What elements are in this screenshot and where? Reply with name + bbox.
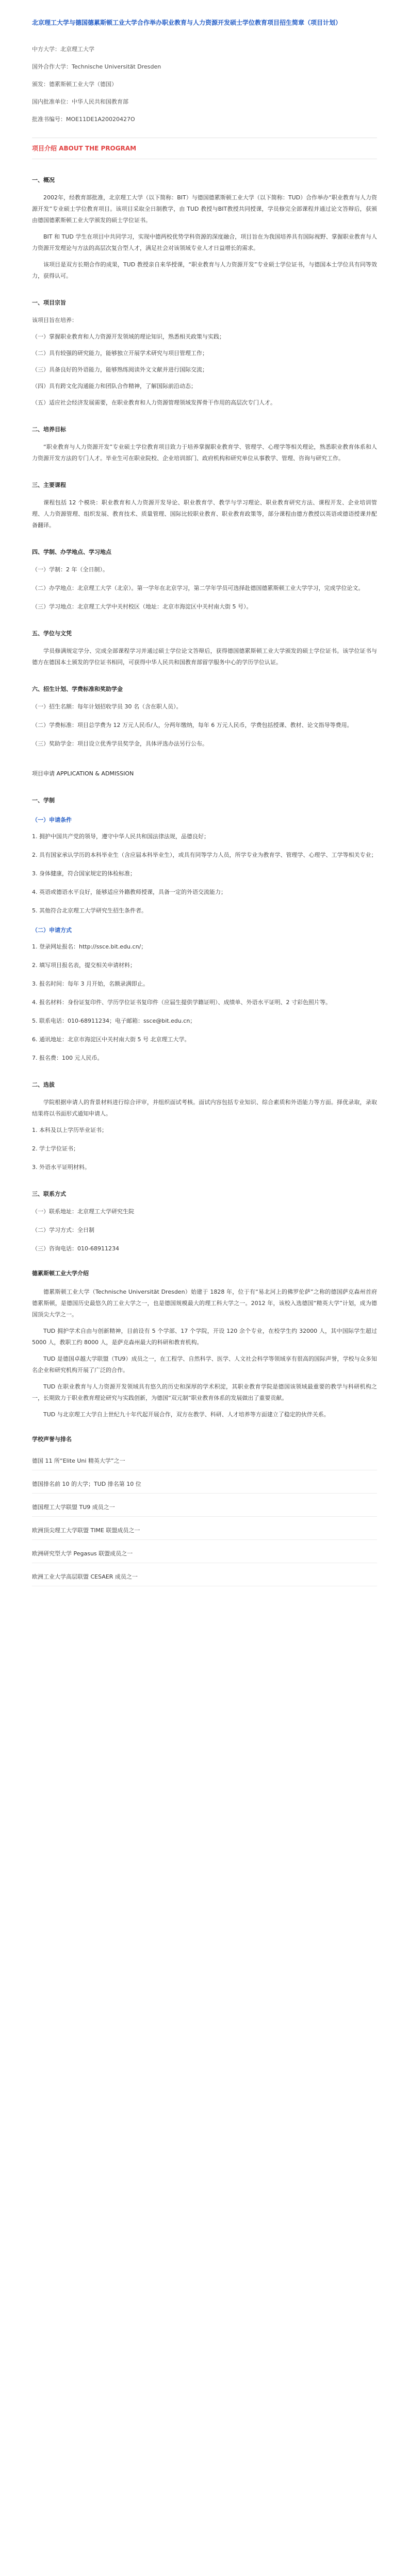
meta-region: 国内批准单位：中华人民共和国教育部 bbox=[32, 98, 128, 105]
intro-s1-p3: 该项目是双方长期合作的成果，TUD 教授亲自来华授课，“职业教育与人力资源开发”专业硕士学位证书，与德国本土学位具有同等效力，获得认可。 bbox=[32, 261, 377, 279]
ranking-heading: 学校声誉与排名 bbox=[32, 1435, 72, 1443]
admission-s1-item: 5. 其他符合北京理工大学研究生招生条件者。 bbox=[32, 907, 147, 914]
intro-s7-item: （一）招生名额：每年计划招收学员 30 名（含在职人员）。 bbox=[32, 703, 182, 710]
ranking-item: 欧洲工业大学高层联盟 CESAER 成员之一 bbox=[32, 1568, 377, 1586]
intro-s7-item: （二）学费标准：项目总学费为 12 万元人民币/人，分两年缴纳，每年 6 万元人民币，学费包括授课、教材、论文指导等费用。 bbox=[32, 721, 353, 728]
admission-method-item: 4. 报名材料：身份证复印件、学历学位证书复印件（应届生提供学籍证明）、成绩单、外语水平证明、2 寸彩色照片等。 bbox=[32, 998, 331, 1006]
intro-s4-p: 课程包括 12 个模块：职业教育和人力资源开发导论、职业教育学、教学与学习理论、职业教育研究方法、课程开发、企业培训管理、人力资源管理、组织发展、教育技术、质量管理、国际比较职业教育、职业教育政策等，部分课程由德方教授以英语或德语授课并配备翻译。 bbox=[32, 499, 377, 529]
intro-s1-title: 一、概况 bbox=[32, 176, 55, 183]
admission-method-item: 3. 报名时间：每年 3 月开始，名额录满即止。 bbox=[32, 980, 149, 987]
intro-s6-title: 五、学位与文凭 bbox=[32, 630, 72, 637]
university-section bbox=[32, 1268, 377, 1586]
university-p1: 德累斯顿工业大学（Technische Universität Dresden）始建于 1828 年，位于有“易北河上的佛罗伦萨”之称的德国萨克森州首府德累斯顿，是德国历史最悠久的工业大学之一，也是德国规模最大的理工科大学之一。2012 年，该校入选德国“精英大学”计划，成为德国顶尖大学之一。 bbox=[32, 1288, 377, 1318]
meta-partner-cn: 中方大学：北京理工大学 bbox=[32, 45, 94, 53]
admission-method-item: 1. 登录网址报名：http://ssce.bit.edu.cn/； bbox=[32, 943, 147, 950]
intro-s5-title: 四、学制、办学地点、学习地点 bbox=[32, 548, 111, 555]
section-about-label: 项目介绍 ABOUT THE PROGRAM bbox=[32, 138, 377, 159]
intro-s5-item: （三）学习地点：北京理工大学中关村校区（地址：北京市海淀区中关村南大街 5 号）。 bbox=[32, 603, 252, 610]
ranking-item: 德国排名前 10 的大学；TUD 排名第 10 位 bbox=[32, 1476, 377, 1494]
university-p3: TUD 是德国卓越大学联盟（TU9）成员之一，在工程学、自然科学、医学、人文社会科学等领域享有很高的国际声誉，学校与众多知名企业和研究机构开展了广泛的合作。 bbox=[32, 1355, 377, 1374]
admission-s2-item: 1. 本科及以上学历毕业证书； bbox=[32, 1126, 107, 1133]
ranking-item: 欧洲研究型大学 Pegasus 联盟成员之一 bbox=[32, 1545, 377, 1563]
ranking-item: 德国 11 所“Elite Uni 精英大学”之一 bbox=[32, 1452, 377, 1470]
intro-s3-p: “职业教育与人力资源开发”专业硕士学位教育项目致力于培养掌握职业教育学、管理学、心理学等相关理论，熟悉职业教育体系和人力资源开发方法的专门人才。毕业生可在职业院校、企业培训部门、政府机构和研究单位从事教学、管理、咨询与研究工作。 bbox=[32, 443, 377, 462]
admission-s1-item: 3. 身体健康，符合国家规定的体检标准； bbox=[32, 870, 136, 877]
admission-s3-item: （二）学习方式：全日制 bbox=[32, 1226, 94, 1233]
admission-s3-title: 三、联系方式 bbox=[32, 1190, 66, 1197]
intro-s7-title: 六、招生计划、学费标准和奖助学金 bbox=[32, 685, 123, 692]
intro-s5-item: （一）学制：2 年（全日制）。 bbox=[32, 566, 108, 573]
admission-s1-item: 4. 英语或德语水平良好，能够适应外籍教师授课，具备一定的外语交流能力； bbox=[32, 888, 226, 895]
university-p2: TUD 拥护学术自由与创新精神，目前设有 5 个学部、17 个学院，开设 120 余个专业，在校学生约 32000 人，其中国际学生超过 5000 人，教职工约 8000 人，是萨克森州最大的科研和教育机构。 bbox=[32, 1327, 377, 1346]
intro-s2-item: （二）具有较强的研究能力，能够独立开展学术研究与项目管理工作； bbox=[32, 349, 208, 357]
admission-s2-item: 2. 学士学位证书； bbox=[32, 1145, 79, 1152]
ranking-list bbox=[32, 1452, 377, 1586]
intro-s3-title: 二、培养目标 bbox=[32, 426, 66, 433]
admission-s2-item: 3. 外语水平证明材料。 bbox=[32, 1163, 90, 1171]
intro-s2-item: （四）具有跨文化沟通能力和团队合作精神，了解国际前沿动态； bbox=[32, 382, 197, 389]
admission-s3-item: （一）联系地址：北京理工大学研究生院 bbox=[32, 1208, 134, 1215]
intro-s7-item: （三）奖助学金：项目设立优秀学员奖学金，具体评选办法另行公布。 bbox=[32, 740, 208, 747]
meta-block bbox=[32, 44, 377, 125]
intro-s2-item: （一）掌握职业教育和人力资源开发领域的理论知识，熟悉相关政策与实践； bbox=[32, 333, 225, 340]
admission-s2-title: 二、选拔 bbox=[32, 1081, 55, 1088]
meta-partner-de: 国外合作大学：Technische Universität Dresden bbox=[32, 63, 161, 70]
ranking-item: 德国理工大学联盟 TU9 成员之一 bbox=[32, 1499, 377, 1517]
intro-section bbox=[32, 175, 377, 750]
admission-method-item: 6. 通讯地址：北京市海淀区中关村南大街 5 号 北京理工大学。 bbox=[32, 1036, 190, 1043]
intro-s2-item: （三）具备良好的外语能力，能够熟练阅读外文文献并进行国际交流； bbox=[32, 366, 208, 373]
section-admission-label: 项目申请 APPLICATION & ADMISSION bbox=[32, 770, 134, 777]
meta-degree-by: 颁发：德累斯顿工业大学（德国） bbox=[32, 80, 117, 88]
admission-s2-p: 学院根据申请人的背景材料进行综合评审，并组织面试考核。面试内容包括专业知识、综合素质和外语能力等方面。择优录取，录取结果将以书面形式通知申请人。 bbox=[32, 1098, 377, 1117]
intro-s2-item: （五）适应社会经济发展需要，在职业教育和人力资源管理领域发挥骨干作用的高层次专门人才。 bbox=[32, 399, 276, 406]
intro-s4-title: 三、主要课程 bbox=[32, 481, 66, 488]
meta-approval-no: 批准书编号：MOE11DE1A20020427O bbox=[32, 115, 135, 123]
admission-s1-sub2: （二）申请方式 bbox=[32, 926, 72, 934]
admission-s1-title: 一、学制 bbox=[32, 796, 55, 804]
admission-s1-item: 2. 具有国家承认学历的本科毕业生（含应届本科毕业生），或具有同等学力人员，所学专业为教育学、管理学、心理学、工学等相关专业； bbox=[32, 851, 377, 858]
intro-s2-intro: 该项目旨在培养： bbox=[32, 316, 77, 324]
intro-s1-p2: BIT 和 TUD 学生在项目中共同学习，实现中德两校优势学科资源的深度融合，项目旨在为我国培养具有国际视野、掌握职业教育与人力资源开发理论与方法的高层次复合型人才，满足社会对该领域专业人才日益增长的需求。 bbox=[32, 233, 377, 251]
intro-s2-title: 一、项目宗旨 bbox=[32, 299, 66, 306]
admission-s1-item: 1. 拥护中国共产党的领导，遵守中华人民共和国法律法规，品德良好； bbox=[32, 833, 209, 840]
university-p4: TUD 在职业教育与人力资源开发领域具有悠久的历史和深厚的学术积淀，其职业教育学院是德国该领域最重要的教学与科研机构之一，长期致力于职业教育理论研究与实践创新，为德国“双元制”职业教育体系的发展做出了重要贡献。 bbox=[32, 1383, 377, 1401]
admission-method-item: 2. 填写项目报名表，提交相关申请材料； bbox=[32, 961, 136, 969]
document-title: 北京理工大学与德国德累斯顿工业大学合作举办职业教育与人力资源开发硕士学位教育项目招生简章（项目计划） bbox=[32, 19, 342, 26]
intro-s1-p1: 2002年，经教育部批准，北京理工大学（以下简称：BIT）与德国德累斯顿工业大学（以下简称：TUD）合作举办“职业教育与人力资源开发”专业硕士学位教育项目。该项目采取全日制教学，由 TUD 教授与BIT教授共同授课，学员修完全部课程并通过论文答辩后，获颁由德国德累斯顿工业大学颁发的硕士学位证书。 bbox=[32, 194, 377, 224]
admission-s3-item: （三）咨询电话：010-68911234 bbox=[32, 1245, 119, 1252]
intro-s5-item: （二）办学地点：北京理工大学（北京）。第一学年在北京学习，第二学年学员可选择赴德国德累斯顿工业大学学习，完成学位论文。 bbox=[32, 584, 364, 591]
admission-method-item: 7. 报名费：100 元人民币。 bbox=[32, 1054, 103, 1061]
admission-s1-sub1: （一）申请条件 bbox=[32, 816, 72, 823]
ranking-item: 欧洲顶尖理工大学联盟 TIME 联盟成员之一 bbox=[32, 1522, 377, 1540]
intro-s6-p: 学员修满规定学分、完成全部课程学习并通过硕士学位论文答辩后，获得德国德累斯顿工业大学颁发的硕士学位证书。该学位证书与德方在德国本土颁发的学位证书相同，可获得中华人民共和国教育部留学服务中心的学历学位认证。 bbox=[32, 647, 377, 666]
admission-section bbox=[32, 795, 377, 1255]
admission-method-item: 5. 联系电话：010-68911234；电子邮箱：ssce@bit.edu.cn； bbox=[32, 1017, 196, 1024]
university-p5: TUD 与北京理工大学自上世纪九十年代起开展合作，双方在教学、科研、人才培养等方面建立了稳定的伙伴关系。 bbox=[43, 1411, 330, 1418]
university-heading: 德累斯顿工业大学介绍 bbox=[32, 1269, 89, 1277]
